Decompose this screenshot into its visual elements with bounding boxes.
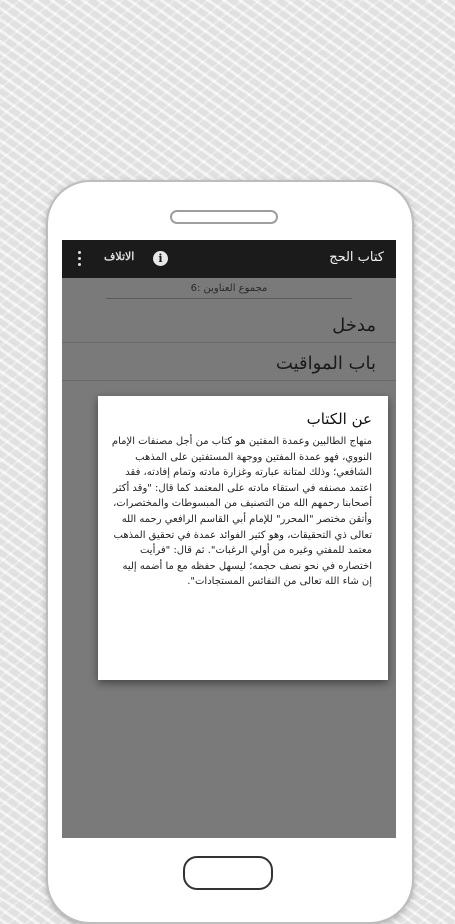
app-bar [62, 240, 396, 278]
dialog-title: عن الكتاب [306, 410, 372, 428]
app-title: كتاب الحج [329, 250, 384, 265]
list-divider [62, 342, 396, 343]
list-item[interactable] [62, 344, 396, 382]
home-button[interactable] [183, 856, 273, 890]
list-item-label: مدخل [332, 315, 376, 336]
info-icon[interactable]: i [153, 251, 168, 266]
titles-count: مجموع العناوين :6 [190, 283, 268, 294]
app-logo: الاتلاف [104, 250, 135, 263]
phone-speaker [170, 210, 278, 224]
subheader-divider [106, 298, 352, 299]
list-item[interactable] [62, 306, 396, 344]
dialog-body: منهاج الطالبين وعمدة المفتين هو كتاب من أجل مصنفات الإمام النووي، فهو عمدة المفتين ووجهة المستفتين على المذهب الشافعي؛ وذلك لمتانة عبارته وغزارة مادته وتمام إفادته، فقد اعتمد مصنفه في استقاء مادته على المعتمد كما قال: "وقد أكثر أصحابنا رحمهم الله من التصنيف من المبسوطات والمختصرات، وأتقن مختصر "المحرر" للإمام أبي القاسم الرافعي رحمه الله تعالى ذي التحقيقات، وهو كثير الفوائد عمدة في تحقيق المذهب معتمد للمفتي وغيره من أولي الرغبات". ثم قال: "فرأيت اختصاره في نحو نصف حجمه؛ ليسهل حفظه مع ما أضمه إليه إن شاء الله تعالى من النفائس المستجادات". [111, 436, 372, 588]
more-vert-icon[interactable] [78, 251, 82, 267]
app-screen [62, 240, 396, 838]
list-divider [62, 380, 396, 381]
list-item-label: باب المواقيت [275, 353, 376, 374]
phone-frame [46, 180, 414, 924]
about-dialog [98, 396, 388, 680]
